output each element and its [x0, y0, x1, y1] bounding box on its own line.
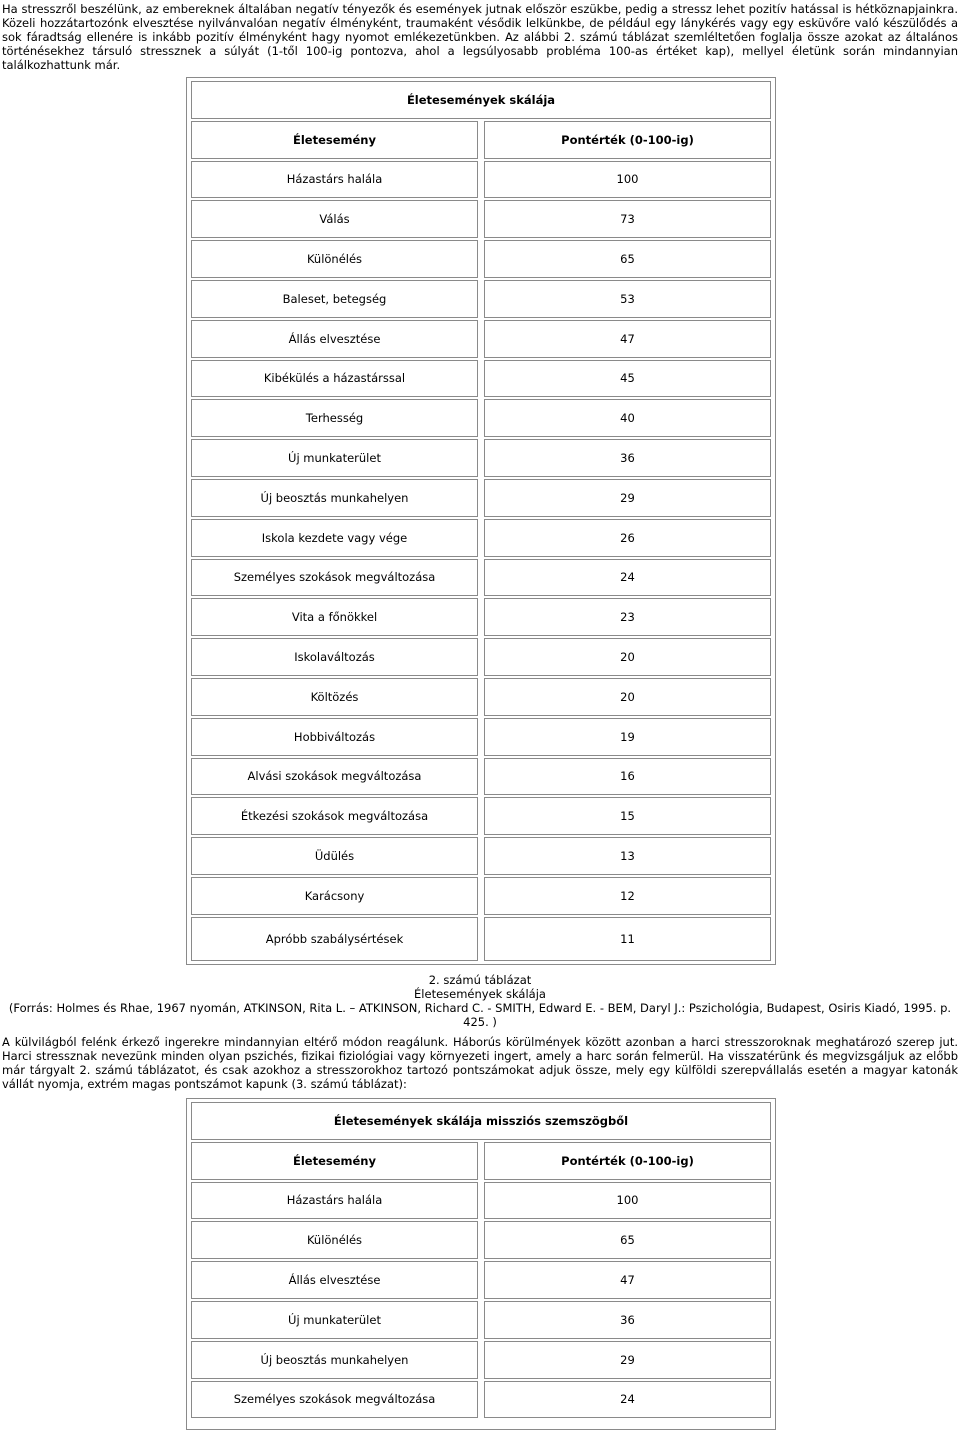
table-cell-event: Iskola kezdete vagy vége — [191, 519, 478, 557]
table-cell-event: Állás elvesztése — [191, 1261, 478, 1299]
table-cell-score: 36 — [484, 1301, 771, 1339]
mission-life-events-table — [186, 1098, 776, 1430]
table-cell-score: 36 — [484, 439, 771, 477]
life-events-table — [186, 77, 776, 965]
table-cell-score: 15 — [484, 797, 771, 835]
table-cell-event: Új beosztás munkahelyen — [191, 479, 478, 517]
table-cell-event: Válás — [191, 200, 478, 238]
table-cell-event: Különélés — [191, 1221, 478, 1259]
caption-table-title: Életesemények skálája — [414, 987, 546, 1001]
table-cell-event: Személyes szokások megváltozása — [191, 1381, 478, 1419]
table-cell-event: Alvási szokások megváltozása — [191, 758, 478, 796]
table-title: Életesemények skálája missziós szemszögből — [191, 1102, 771, 1140]
table-cell-score: 100 — [484, 161, 771, 199]
table-cell-score: 40 — [484, 399, 771, 437]
caption-table-number: 2. számú táblázat — [428, 973, 532, 987]
table-cell-score: 29 — [484, 1341, 771, 1379]
column-header-score: Pontérték (0-100-ig) — [484, 1142, 771, 1180]
table-cell-event: Iskolaváltozás — [191, 638, 478, 676]
table-cell-event: Vita a főnökkel — [191, 598, 478, 636]
intro-paragraph: Ha stresszről beszélünk, az embereknek általában negatív tényezők és események jutnak először eszükbe, pedig a stressz lehet pozitív hatással is hétköznapjainkra. Közeli hozzátartozónk elvesztése nyilvánvalóan negatív élményként, traumaként vésődik lelkünkbe, de például egy lánykérés vagy egy esküvőre való készülődés a sok fáradtság ellenére is inkább pozitív élményként hagy nyomot emlékezetünkben. Az alábbi 2. számú táblázat szemléltetően foglalja össze azokat az általános történésekhez társuló stressznek a súlyát (1-től 100-ig pontozva, ahol a legsúlyosabb probléma 100-as értéket kap), mellyel életünk során mindannyian találkozhattunk már. — [2, 2, 958, 72]
table-cell-event: Házastárs halála — [191, 1182, 478, 1220]
table-cell-score: 73 — [484, 200, 771, 238]
table-title: Életesemények skálája — [191, 81, 771, 119]
column-header-score: Pontérték (0-100-ig) — [484, 121, 771, 159]
table-cell-event: Új munkaterület — [191, 1301, 478, 1339]
table-cell-score: 12 — [484, 877, 771, 915]
table-cell-score: 26 — [484, 519, 771, 557]
caption-source: (Forrás: Holmes és Rhae, 1967 nyomán, ATKINSON, Rita L. – ATKINSON, Richard C. - SMITH, Edward E. - BEM, Daryl J.: Pszichológia, Budapest, Osiris Kiadó, 1995. p. — [8, 1001, 952, 1015]
table-cell-event: Karácsony — [191, 877, 478, 915]
table-cell-score: 13 — [484, 837, 771, 875]
table-cell-score: 45 — [484, 360, 771, 398]
table-cell-score: 47 — [484, 320, 771, 358]
table-caption — [0, 973, 960, 1029]
table-cell-event: Kibékülés a házastárssal — [191, 360, 478, 398]
table-cell-score: 65 — [484, 240, 771, 278]
table-cell-event: Állás elvesztése — [191, 320, 478, 358]
table-cell-score: 24 — [484, 1381, 771, 1419]
table-cell-event: Új munkaterület — [191, 439, 478, 477]
table-cell-event: Baleset, betegség — [191, 280, 478, 318]
table-cell-event: Költözés — [191, 678, 478, 716]
column-header-event: Életesemény — [191, 121, 478, 159]
table-cell-score: 20 — [484, 638, 771, 676]
table-cell-event: Üdülés — [191, 837, 478, 875]
table-cell-event: Apróbb szabálysértések — [191, 917, 478, 961]
table-cell-score: 47 — [484, 1261, 771, 1299]
table-cell-event: Különélés — [191, 240, 478, 278]
table-cell-event: Étkezési szokások megváltozása — [191, 797, 478, 835]
table-cell-event: Terhesség — [191, 399, 478, 437]
table-cell-score: 19 — [484, 718, 771, 756]
column-header-event: Életesemény — [191, 1142, 478, 1180]
table-cell-score: 23 — [484, 598, 771, 636]
table-cell-score: 16 — [484, 758, 771, 796]
caption-source-page: 425. ) — [463, 1015, 497, 1029]
table-cell-event: Új beosztás munkahelyen — [191, 1341, 478, 1379]
table-cell-score: 11 — [484, 917, 771, 961]
second-paragraph: A külvilágból felénk érkező ingerekre mindannyian eltérő módon reagálunk. Háborús körülmények között azonban a harci stresszoroknak meghatározó szerep jut. Harci stressznak nevezünk minden olyan pszichés, fizikai fiziológiai vagy környezeti ingert, amely a harc során felmerül. Ha visszatérünk és megvizsgáljuk az előbb már tárgyalt 2. számú táblázatot, és csak azokhoz a stresszorokhoz tartozó pontszámokat adjuk össze, mely egy külföldi szerepvállalás esetén a magyar katonák vállát nyomja, extrém magas pontszámot kapunk (3. számú táblázat): — [2, 1035, 958, 1091]
table-cell-event: Hobbiváltozás — [191, 718, 478, 756]
table-cell-score: 100 — [484, 1182, 771, 1220]
table-cell-score: 65 — [484, 1221, 771, 1259]
table-cell-event: Személyes szokások megváltozása — [191, 559, 478, 597]
table-cell-score: 24 — [484, 559, 771, 597]
table-cell-event: Házastárs halála — [191, 161, 478, 199]
table-cell-score: 20 — [484, 678, 771, 716]
table-cell-score: 53 — [484, 280, 771, 318]
table-cell-score: 29 — [484, 479, 771, 517]
